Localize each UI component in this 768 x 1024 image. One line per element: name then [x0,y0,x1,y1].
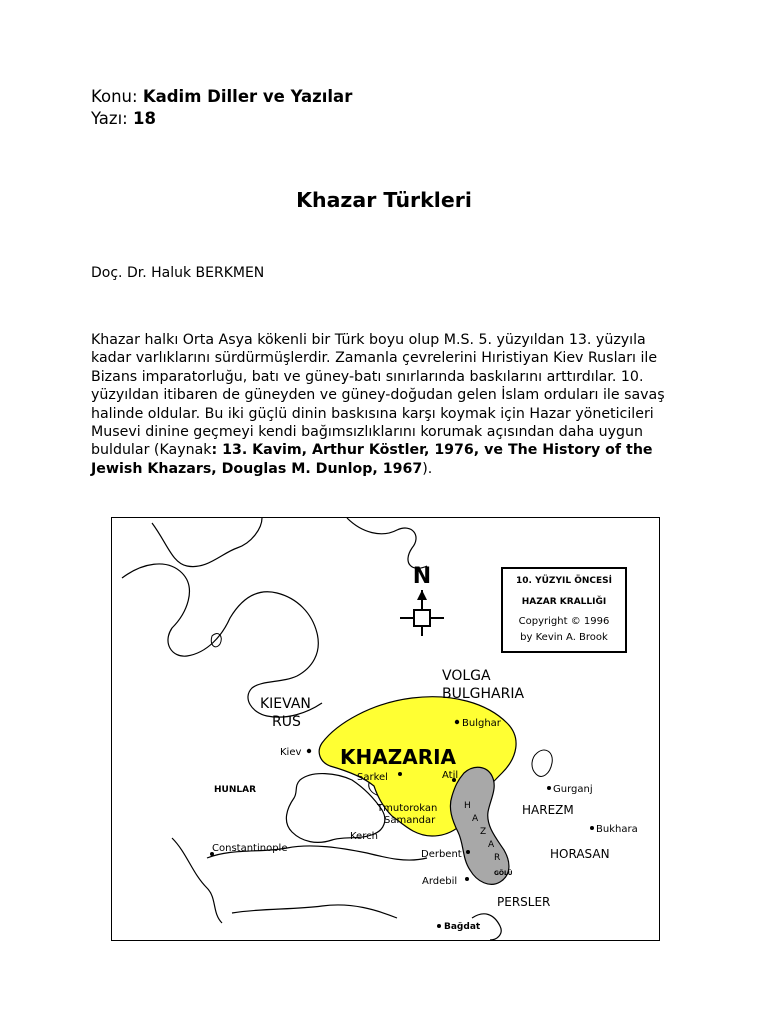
paragraph-text: Khazar halkı Orta Asya kökenli bir Türk boyu olup M.S. 5. yüzyıldan 13. yüzyıla kadar varlıklarını sürdürmüşlerdir. Zamanla çevrelerini Hıristiyan Kiev Rusları ile Bizans imparatorluğu, batı ve güney-batı sınırlarında baskılarını arttırdılar. 10. yüzyıldan itibaren de güneyden ve güney-doğudan gelen İslam orduları ile savaş halinde oldular. Bu iki güçlü dinin baskısına karşı koymak için Hazar yöneticileri Musevi dinine geçmeyi kendi bağımsızlıklarını korumak açısından daha uygun buldular (Kaynak [91,332,665,459]
city-bulghar: Bulghar [462,718,501,729]
kievan-label-2: RUS [272,714,301,730]
kievan-label-1: KIEVAN [260,696,311,712]
city-kiev: Kiev [280,747,302,758]
city-bukhara: Bukhara [596,824,638,835]
caspian-letter-4: A [488,840,495,850]
document-meta [91,86,352,130]
volga-label-2: BULGHARIA [442,686,525,702]
persler-label: PERSLER [497,895,551,909]
hunlar-label: HUNLAR [214,785,257,795]
caspian-letter-5: R [494,853,501,863]
scandinavia-coast [152,518,262,567]
city-kerch: Kerch [350,831,378,842]
topic-label: Konu: [91,87,138,106]
horasan-label: HORASAN [550,847,610,861]
city-ardebil: Ardebil [422,876,458,887]
baltic-coast [122,564,322,717]
aral-sea [532,750,552,776]
author-name: Doç. Dr. Haluk BERKMEN [91,265,265,281]
body-paragraph [91,331,681,478]
issue-line [91,108,352,130]
legend-title-2: HAZAR KRALLIĞI [521,597,607,607]
caspian-golu: GÖLÜ [494,870,513,877]
mediterranean-coast [232,905,397,918]
harezm-label: HAREZM [522,803,574,817]
issue-value: 18 [132,109,156,128]
legend-copyright-2: by Kevin A. Brook [520,632,608,643]
city-atil: Atil [442,770,459,781]
city-sarkel: Sarkel [357,772,388,783]
caspian-letter-3: Z [480,827,487,837]
city-derbent: Derbent [421,849,462,860]
issue-label: Yazı: [91,109,128,128]
khazar-map [111,517,660,941]
city-samandar: Samandar [384,815,436,826]
topic-line [91,86,352,108]
city-gurganj: Gurganj [553,784,593,795]
volga-label-1: VOLGA [442,668,491,684]
compass-icon [400,564,444,636]
city-constantinople: Constantinople [212,843,288,854]
caspian-letter-1: H [464,801,471,811]
source-citation: : 13. Kavim, Arthur Köstler, 1976, ve The History of the Jewish Khazars, Douglas M. Dunlop, 1967 [91,442,653,477]
north-label: N [412,564,432,589]
arctic-coast [347,518,427,568]
legend-copyright-1: Copyright © 1996 [518,616,610,627]
legend-title-1: 10. YÜZYIL ÖNCESİ [516,576,612,586]
khazaria-label: KHAZARIA [340,745,457,769]
city-bagdat: Bağdat [444,922,481,932]
topic-value: Kadim Diller ve Yazılar [142,87,353,106]
paragraph-closing: ). [422,460,433,477]
page-title: Khazar Türkleri [296,188,472,212]
caspian-sea [450,767,509,884]
city-tmutorokan: Tmutorokan [377,803,438,814]
caspian-letter-2: A [472,814,479,824]
